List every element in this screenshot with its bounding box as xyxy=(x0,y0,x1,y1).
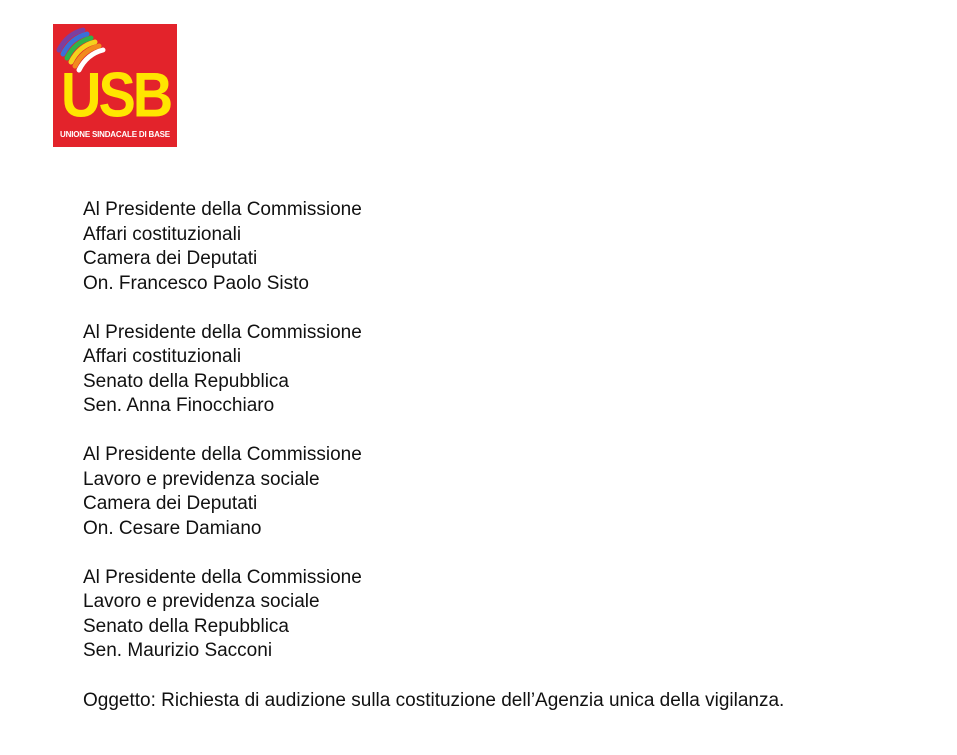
recipient-block xyxy=(83,443,823,541)
recipient-title: Al Presidente della Commissione xyxy=(83,444,362,465)
recipients-list xyxy=(83,198,823,714)
recipient-chamber: Camera dei Deputati xyxy=(83,248,258,269)
recipient-commission: Affari costituzionali xyxy=(83,223,242,245)
recipient-commission: Affari costituzionali xyxy=(83,346,242,367)
recipient-chamber: Camera dei Deputati xyxy=(83,493,258,514)
recipient-commission: Lavoro e previdenza sociale xyxy=(83,591,320,612)
logo-acronym: USB xyxy=(61,59,171,131)
recipient-name: Sen. Maurizio Sacconi xyxy=(83,640,273,661)
recipient-commission: Lavoro e previdenza sociale xyxy=(83,468,320,490)
recipient-chamber: Senato della Repubblica xyxy=(83,370,289,392)
subject-line: Oggetto: Richiesta di audizione sulla costituzione dell’Agenzia unica della vigilanza. xyxy=(83,690,785,711)
recipient-name: Sen. Anna Finocchiaro xyxy=(83,395,275,416)
usb-logo xyxy=(53,24,177,147)
recipient-title: Al Presidente della Commissione xyxy=(83,199,362,220)
recipient-title: Al Presidente della Commissione xyxy=(83,321,362,343)
recipient-block xyxy=(83,321,823,419)
recipient-name: On. Cesare Damiano xyxy=(83,517,262,539)
recipient-block xyxy=(83,566,823,664)
logo-full-name: UNIONE SINDACALE DI BASE xyxy=(60,130,170,139)
recipient-title: Al Presidente della Commissione xyxy=(83,566,362,588)
recipient-chamber: Senato della Repubblica xyxy=(83,615,289,637)
recipient-block xyxy=(83,198,823,296)
recipient-name: On. Francesco Paolo Sisto xyxy=(83,272,309,294)
